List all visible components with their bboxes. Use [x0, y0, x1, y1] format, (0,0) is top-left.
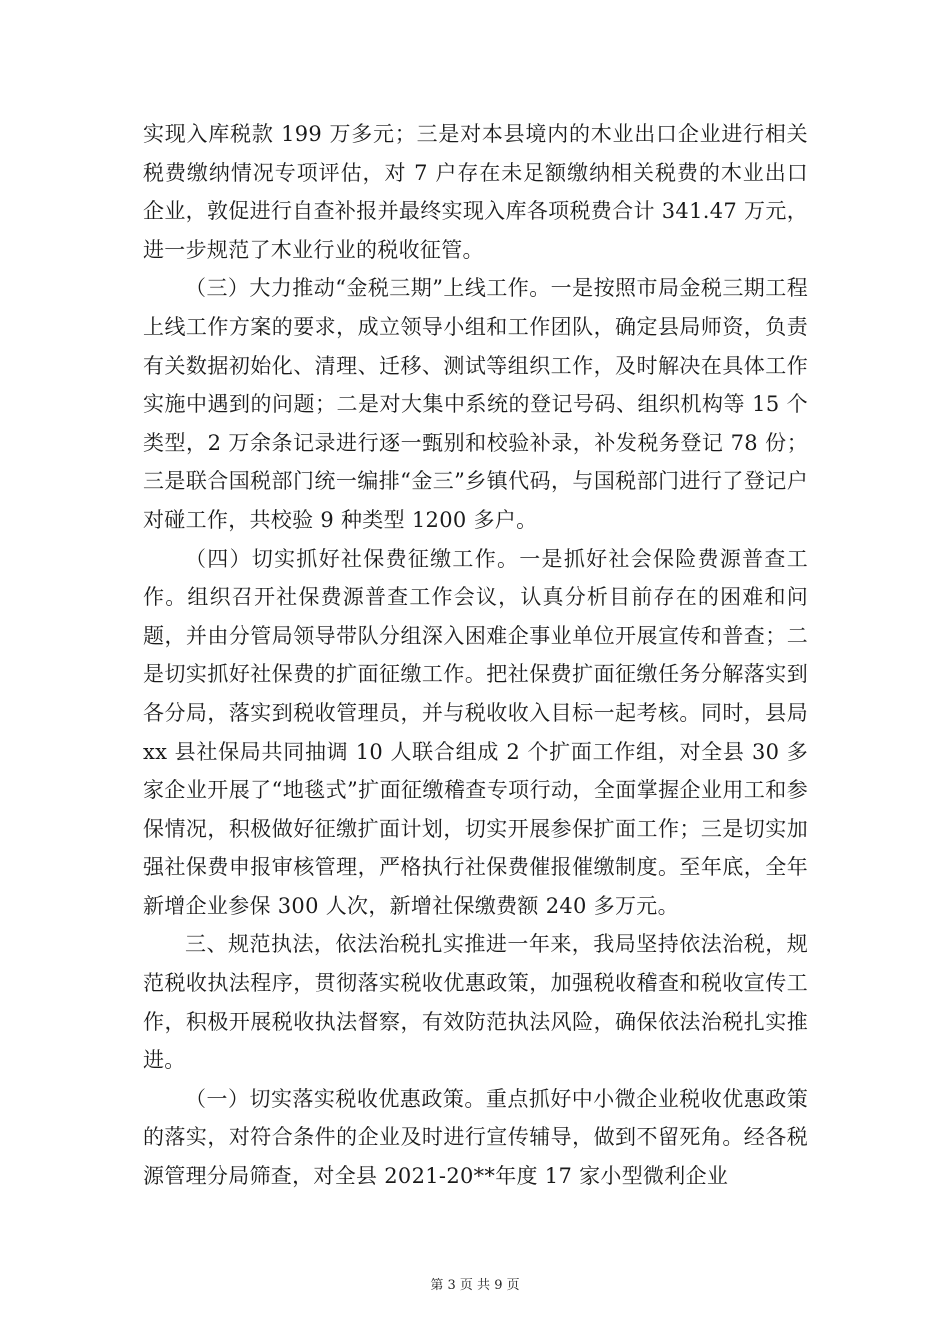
paragraph-4: 三、规范执法，依法治税扎实推进一年来，我局坚持依法治税，规范税收执法程序，贯彻落实税收优惠政策，加强税收稽查和税收宣传工作，积极开展税收执法督察，有效防范执法风险，确保依法治税扎实推进。 — [143, 932, 808, 1073]
document-body — [143, 115, 808, 1196]
paragraph-2: （三）大力推动“金税三期”上线工作。一是按照市局金税三期工程上线工作方案的要求，成立领导小组和工作团队，确定县局师资，负责有关数据初始化、清理、迁移、测试等组织工作，及时解决在具体工作实施中遇到的问题；二是对大集中系统的登记号码、组织机构等 15 个类型，2 万余条记录进行逐一甄别和校验补录，补发税务登记 78 份；三是联合国税部门统一编排“金三”乡镇代码，与国税部门进行了登记户对碰工作，共校验 9 种类型 1200 多户。 — [143, 276, 808, 532]
paragraph-3: （四）切实抓好社保费征缴工作。一是抓好社会保险费源普查工作。组织召开社保费源普查工作会议，认真分析目前存在的困难和问题，并由分管局领导带队分组深入困难企事业单位开展宣传和普查；二是切实抓好社保费的扩面征缴工作。把社保费扩面征缴任务分解落实到各分局，落实到税收管理员，并与税收收入目标一起考核。同时，县局 xx 县社保局共同抽调 10 人联合组成 2 个扩面工作组，对全县 30 多家企业开展了“地毯式”扩面征缴稽查专项行动，全面掌握企业用工和参保情况，积极做好征缴扩面计划，切实开展参保扩面工作；三是切实加强社保费申报审核管理，严格执行社保费催报催缴制度。至年底，全年新增企业参保 300 人次，新增社保缴费额 240 多万元。 — [143, 546, 808, 918]
paragraph-1: 实现入库税款 199 万多元；三是对本县境内的木业出口企业进行相关税费缴纳情况专项评估，对 7 户存在未足额缴纳相关税费的木业出口企业，敦促进行自查补报并最终实现入库各项税费合计 341.47 万元，进一步规范了木业行业的税收征管。 — [143, 122, 808, 262]
page-number-footer: 第 3 页 共 9 页 — [430, 1278, 520, 1293]
paragraph-5: （一）切实落实税收优惠政策。重点抓好中小微企业税收优惠政策的落实，对符合条件的企业及时进行宣传辅导，做到不留死角。经各税源管理分局筛查，对全县 2021-20**年度 17 家小型微利企业 — [143, 1086, 808, 1189]
